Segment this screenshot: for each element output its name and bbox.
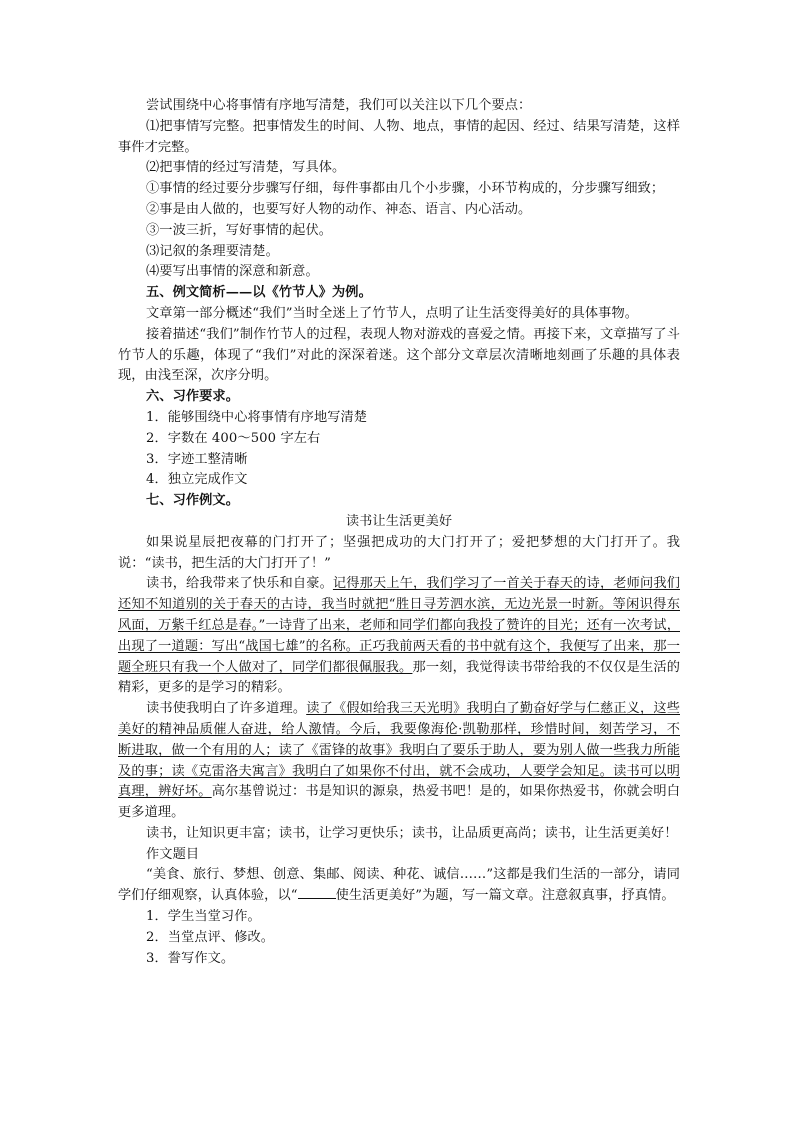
subheading-essay-topic: 作文题目 — [146, 846, 200, 862]
paragraph: 接着描述“我们”制作竹节人的过程，表现人物对游戏的喜爱之情。再接下来，文章描写了斗竹节人的乐趣，体现了“我们”对此的深深着迷。这个部分文章层次清晰地刻画了乐趣的具体表现，由浅至深，次序分明。 — [118, 326, 680, 384]
underlined-text: 记得那天上午，我们学习了一首关于春天的诗，老师问我们还知不知道别的关于春天的古诗，我当时就把“胜日寻芳泗水滨，无边光景一时新。等闲识得东风面，万紫千红总是春。”一诗背了出来，老师和同学们都向我投了赞许的目光；还有一次考试，出现了一道题：写出“战国七雄”的名称。正巧我前两天看的书中就有这个，我便写了出来，那一题全班只有我一个人做对了，同学们都很佩服我。 — [118, 576, 680, 675]
list-item: 2．当堂点评、修改。 — [146, 929, 275, 945]
list-item: 3．誊写作文。 — [146, 950, 235, 966]
section-heading-6: 六、习作要求。 — [146, 389, 240, 405]
section-heading-5: 五、例文简析——以《竹节人》为例。 — [146, 285, 372, 301]
paragraph: 文章第一部分概述“我们”当时全迷上了竹节人，点明了让生活变得美好的具体事物。 — [146, 305, 639, 321]
paragraph: ⑵把事情的经过写清楚，写具体。 — [146, 160, 346, 176]
text-run: 高尔基曾说过：书是知识的源泉，热爱书吧！是的，如果你热爱书，你就会明白更多道理。 — [118, 784, 680, 821]
essay-title: 读书让生活更美好 — [345, 513, 453, 529]
paragraph: 尝试围绕中心将事情有序地写清楚，我们可以关注以下几个要点： — [146, 98, 532, 113]
paragraph — [118, 574, 680, 699]
paragraph: ①事情的经过要分步骤写仔细，每件事都由几个小步骤，小环节构成的，分步骤写细致； — [146, 181, 665, 197]
list-item: 3．字迹工整清晰 — [146, 451, 248, 467]
list-item: 1．能够围绕中心将事情有序地写清楚 — [146, 409, 368, 425]
text-run: “美食、旅行、梦想、创意、集邮、阅读、种花、诚信……”这都是我们生活的一部分，请同学们仔细观察，认真体验，以“ — [118, 867, 680, 904]
paragraph: ⑴把事情写完整。把事情发生的时间、人物、地点，事情的起因、经过、结果写清楚，这样事件才完整。 — [118, 118, 680, 155]
document-body — [118, 96, 680, 969]
paragraph — [118, 865, 680, 907]
text-run: 读书使我明白了许多道理。 — [146, 701, 307, 717]
text-run: 那一刻，我觉得读书带给我的不仅仅是生活的精彩，更多的是学习的精彩。 — [118, 659, 681, 696]
section-heading-7: 七、习作例文。 — [146, 493, 240, 509]
list-item: 2．字数在 400～500 字左右 — [146, 430, 321, 446]
paragraph: ⑷要写出事情的深意和新意。 — [146, 264, 319, 280]
paragraph: ③一波三折，写好事情的起伏。 — [146, 222, 333, 238]
paragraph — [118, 699, 680, 824]
text-run: 使生活更美好”为题，写一篇文章。注意叙真事，抒真情。 — [335, 888, 675, 904]
paragraph: 如果说星辰把夜幕的门打开了；坚强把成功的大门打开了；爱把梦想的大门打开了。我说：“读书，把生活的大门打开了！” — [118, 534, 680, 571]
paragraph: ⑶记叙的条理要清楚。 — [146, 243, 279, 259]
list-item: 1．学生当堂习作。 — [146, 909, 261, 925]
list-item: 4．独立完成作文 — [146, 472, 248, 488]
paragraph: ②事是由人做的，也要写好人物的动作、神态、语言、内心活动。 — [146, 201, 532, 217]
text-run: 读书，给我带来了快乐和自豪。 — [146, 576, 333, 592]
paragraph: 读书，让知识更丰富；读书，让学习更快乐；读书，让品质更高尚；读书，让生活更美好！ — [146, 825, 678, 841]
underlined-text: 读了《假如给我三天光明》我明白了勤奋好学与仁慈正义，这些美好的精神品质催人奋进，给人激情。今后，我要像海伦·凯勒那样，珍惜时间，刻苦学习，不断进取，做一个有用的人；读了《雷锋的故事》我明白了要乐于助人，要为别人做一些我力所能及的事；读《克雷洛夫寓言》我明白了如果你不付出，就不会成功，人要学会知足。读书可以明真理，辨好坏。 — [118, 701, 680, 800]
fill-in-blank — [298, 886, 336, 899]
